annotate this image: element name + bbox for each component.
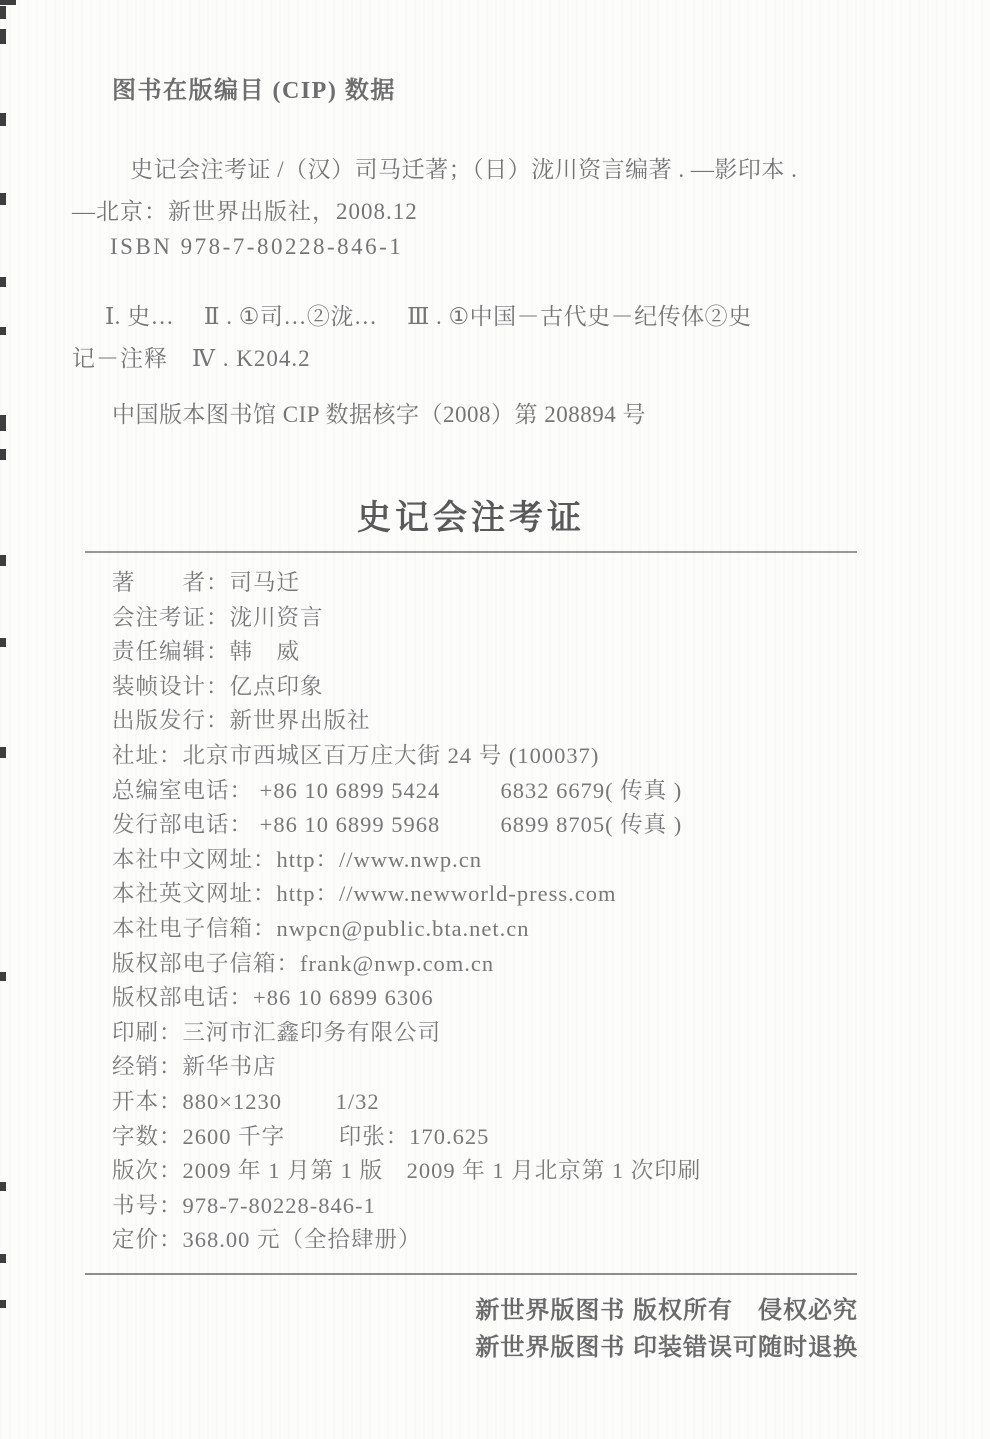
scan-artifact bbox=[0, 6, 6, 19]
scan-artifact bbox=[0, 1300, 6, 1308]
scan-artifact bbox=[0, 113, 6, 126]
colophon-line-printer: 印刷：三河市汇鑫印务有限公司 bbox=[112, 1019, 442, 1045]
colophon-line-price: 定价：368.00 元（全拾肆册） bbox=[112, 1227, 422, 1253]
colophon-line-format: 开本：880×1230 1/32 bbox=[112, 1088, 380, 1114]
colophon-line-annotator: 会注考证：泷川资言 bbox=[112, 604, 324, 630]
scan-artifact bbox=[0, 747, 6, 758]
cip-record-line-isbn: ISBN 978-7-80228-846-1 bbox=[110, 234, 404, 259]
colophon-line-rights-email: 版权部电子信箱：frank@nwp.com.cn bbox=[112, 950, 495, 976]
footer-exchange-notice: 新世界版图书 印装错误可随时退换 bbox=[475, 1334, 858, 1361]
scan-artifact bbox=[0, 193, 6, 205]
colophon-line-cn-website: 本社中文网址：http：//www.nwp.cn bbox=[112, 846, 483, 872]
footer-copyright-notice: 新世界版图书 版权所有 侵权必究 bbox=[475, 1297, 858, 1324]
colophon-line-en-website: 本社英文网址：http：//www.newworld-press.com bbox=[112, 881, 617, 907]
colophon-line-designer: 装帧设计：亿点印象 bbox=[112, 673, 324, 699]
colophon-line-address: 社址：北京市西城区百万庄大街 24 号 (100037) bbox=[112, 742, 600, 768]
scan-artifact bbox=[0, 415, 6, 431]
scan-artifact bbox=[0, 1254, 6, 1263]
footer-divider-rule bbox=[85, 1273, 857, 1275]
colophon-line-editorial-phone: 总编室电话： +86 10 6899 5424 6832 6679( 传真 ) bbox=[112, 777, 683, 803]
scan-artifact bbox=[0, 449, 6, 460]
cip-header: 图书在版编目 (CIP) 数据 bbox=[112, 78, 396, 104]
colophon-list bbox=[112, 566, 701, 1258]
scan-artifact bbox=[0, 0, 16, 5]
scan-artifact bbox=[0, 972, 6, 981]
cip-record-line: —北京：新世界出版社，2008.12 bbox=[72, 199, 418, 224]
book-title: 史记会注考证 bbox=[357, 499, 585, 537]
cip-classification-line: 记－注释 Ⅳ . K204.2 bbox=[72, 346, 311, 371]
scan-artifact bbox=[0, 277, 6, 287]
colophon-line-isbn: 书号：978-7-80228-846-1 bbox=[112, 1192, 376, 1218]
cip-registry-number: 中国版本图书馆 CIP 数据核字（2008）第 208894 号 bbox=[112, 402, 646, 427]
cip-record-line: 史记会注考证 /（汉）司马迁著；（日）泷川资言编著 . —影印本 . bbox=[130, 157, 798, 182]
title-divider-rule bbox=[85, 551, 857, 553]
footer-notices bbox=[85, 1292, 858, 1366]
colophon-line-email: 本社电子信箱：nwpcn@public.bta.net.cn bbox=[112, 915, 530, 941]
colophon-line-author: 著 者：司马迁 bbox=[112, 570, 301, 595]
colophon-line-editor: 责任编辑：韩 威 bbox=[112, 639, 301, 665]
scan-artifact bbox=[0, 555, 6, 566]
colophon-line-rights-phone: 版权部电话：+86 10 6899 6306 bbox=[112, 985, 434, 1011]
cip-classification-line: Ⅰ. 史… Ⅱ . ①司…②泷… Ⅲ . ①中国－古代史－纪传体②史 bbox=[105, 304, 752, 329]
colophon-line-wordcount: 字数：2600 千字 印张：170.625 bbox=[112, 1123, 490, 1149]
colophon-line-distributor: 经销：新华书店 bbox=[112, 1054, 277, 1080]
scan-artifact bbox=[0, 1182, 6, 1191]
scan-artifact bbox=[0, 29, 6, 44]
scan-artifact bbox=[0, 638, 6, 647]
scan-artifact bbox=[0, 327, 6, 335]
colophon-line-distribution-phone: 发行部电话： +86 10 6899 5968 6899 8705( 传真 ) bbox=[112, 812, 683, 838]
colophon-line-publisher: 出版发行：新世界出版社 bbox=[112, 708, 371, 734]
colophon-line-edition: 版次：2009 年 1 月第 1 版 2009 年 1 月北京第 1 次印刷 bbox=[112, 1158, 702, 1184]
